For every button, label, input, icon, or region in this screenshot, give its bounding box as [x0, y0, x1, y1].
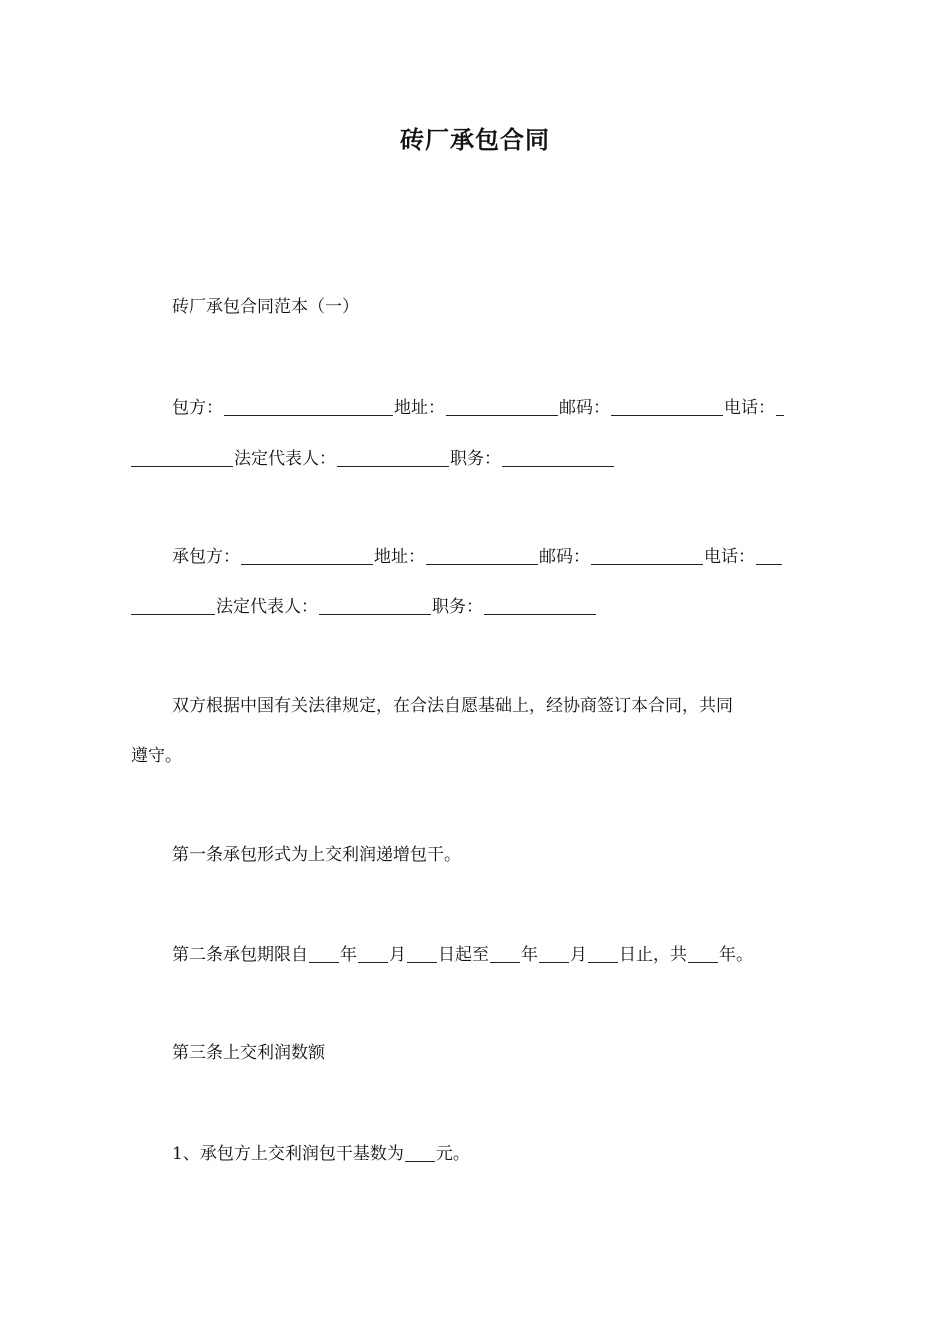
item-1: [131, 1129, 819, 1179]
item-1-prefix: 1、承包方上交利润包干基数为: [172, 1144, 404, 1164]
start-month-label: 月: [389, 945, 406, 965]
contract-subtitle: [131, 282, 819, 332]
party-a-position-blank: [502, 448, 614, 467]
party-a-rep-label: 法定代表人：: [234, 449, 336, 469]
total-years-blank: [688, 944, 718, 963]
profit-base-blank: [405, 1143, 435, 1162]
start-month-blank: [358, 944, 388, 963]
party-b-postcode-label: 邮码：: [539, 547, 590, 567]
party-b-phone-blank-end: [131, 596, 215, 615]
party-b-address-blank: [426, 546, 538, 565]
end-month-label: 月: [570, 945, 587, 965]
article-3: [131, 1028, 819, 1078]
end-year-label: 年: [521, 945, 538, 965]
article-2: [131, 930, 819, 980]
party-b-phone-label: 电话：: [704, 547, 755, 567]
end-year-blank: [490, 944, 520, 963]
party-b-phone-blank-start: [756, 546, 782, 565]
party-a-label: 包方：: [172, 398, 223, 418]
party-a-postcode-label: 邮码：: [559, 398, 610, 418]
party-a-line-1: [131, 383, 819, 433]
party-b-position-blank: [484, 596, 596, 615]
start-day-label: 日起至: [438, 945, 489, 965]
party-a-name-blank: [224, 397, 393, 416]
document-title: 砖厂承包合同: [400, 126, 550, 154]
party-b-rep-blank: [319, 596, 431, 615]
subtitle-text: 砖厂承包合同范本（一）: [172, 297, 359, 317]
party-b-line-2: [131, 582, 819, 632]
party-b-name-blank: [241, 546, 373, 565]
party-a-phone-blank-start: [776, 397, 784, 416]
party-b-label: 承包方：: [172, 547, 240, 567]
intro-line-1: [131, 681, 819, 731]
party-b-rep-label: 法定代表人：: [216, 597, 318, 617]
party-b-address-label: 地址：: [374, 547, 425, 567]
intro-text-2: 遵守。: [131, 746, 182, 766]
party-a-rep-blank: [337, 448, 449, 467]
party-b-position-label: 职务：: [432, 597, 483, 617]
article-1-text: 第一条承包形式为上交利润递增包干。: [172, 845, 461, 865]
end-day-label: 日止，共: [619, 945, 687, 965]
article-2-prefix: 第二条承包期限自: [172, 945, 308, 965]
intro-line-2: [131, 731, 819, 781]
party-a-address-blank: [446, 397, 558, 416]
start-year-label: 年: [340, 945, 357, 965]
start-year-blank: [309, 944, 339, 963]
intro-text-1: 双方根据中国有关法律规定，在合法自愿基础上，经协商签订本合同，共同: [172, 696, 733, 716]
party-a-line-2: [131, 434, 819, 484]
article-1: [131, 830, 819, 880]
party-a-address-label: 地址：: [394, 398, 445, 418]
total-years-label: 年。: [719, 945, 753, 965]
party-b-postcode-blank: [591, 546, 703, 565]
party-a-postcode-blank: [611, 397, 723, 416]
item-1-suffix: 元。: [435, 1144, 470, 1164]
end-day-blank: [588, 944, 618, 963]
party-b-line-1: [131, 532, 819, 582]
party-a-phone-blank-end: [131, 448, 233, 467]
party-a-position-label: 职务：: [450, 449, 501, 469]
end-month-blank: [539, 944, 569, 963]
start-day-blank: [407, 944, 437, 963]
party-a-phone-label: 电话：: [724, 398, 775, 418]
article-3-text: 第三条上交利润数额: [172, 1043, 325, 1063]
